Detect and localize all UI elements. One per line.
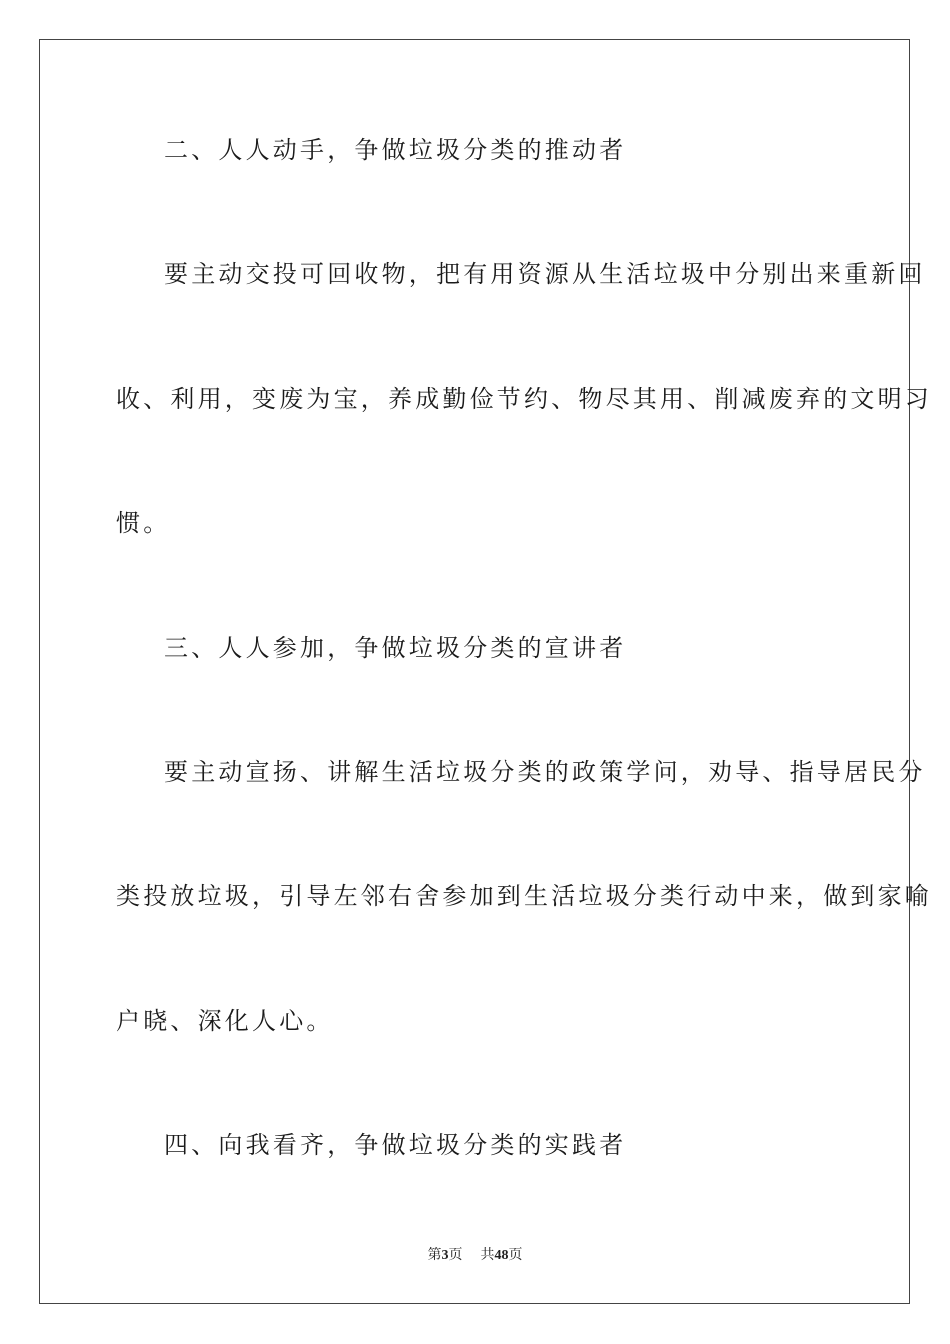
- page-border: [39, 39, 932, 1304]
- page-number: 3: [441, 1248, 449, 1263]
- paragraph-line: 户晓、深化人心。: [116, 1007, 334, 1035]
- page-footer: [0, 1247, 950, 1265]
- total-pages: 48: [494, 1248, 509, 1263]
- page-prefix: 第: [427, 1248, 442, 1263]
- paragraph-line: 惯。: [116, 509, 171, 537]
- paragraph-line: 类投放垃圾，引导左邻右舍参加到生活垃圾分类行动中来，做到家喻: [116, 882, 932, 910]
- section-heading-2: 二、人人动手，争做垃圾分类的推动者: [164, 136, 627, 164]
- page-suffix: 页: [448, 1248, 463, 1263]
- section-heading-4: 四、向我看齐，争做垃圾分类的实践者: [164, 1131, 627, 1159]
- total-suffix: 页: [508, 1248, 523, 1263]
- section-heading-3: 三、人人参加，争做垃圾分类的宣讲者: [164, 634, 627, 662]
- paragraph-line: 收、利用，变废为宝，养成勤俭节约、物尽其用、削减废弃的文明习: [116, 385, 932, 413]
- paragraph-line: 要主动交投可回收物，把有用资源从生活垃圾中分别出来重新回: [164, 260, 926, 288]
- paragraph-line: 要主动宣扬、讲解生活垃圾分类的政策学问，劝导、指导居民分: [164, 758, 926, 786]
- total-prefix: 共: [480, 1248, 495, 1263]
